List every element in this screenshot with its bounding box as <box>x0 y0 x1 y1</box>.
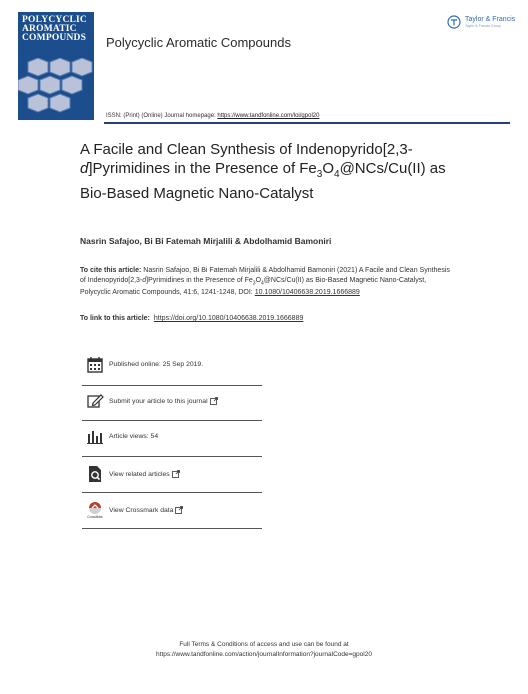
title-italic: d <box>80 160 89 177</box>
external-link-icon <box>210 397 218 405</box>
pencil-edit-icon <box>86 392 104 410</box>
header-divider <box>104 122 510 124</box>
citation-doi-link[interactable]: 10.1080/10406638.2019.1666889 <box>254 289 360 297</box>
row-divider <box>82 385 262 386</box>
link-label: To link to this article: <box>80 315 150 322</box>
citation-italic: d <box>142 277 147 284</box>
citation-sub-1: 3 <box>252 280 256 287</box>
external-link-icon <box>172 470 180 478</box>
submit-label: Submit your article to this journal <box>109 397 208 405</box>
external-link-icon <box>175 506 183 514</box>
title-oxygen: O <box>322 160 335 177</box>
crossmark-icon <box>86 501 104 519</box>
submit-article-link[interactable] <box>109 397 218 405</box>
related-articles-icon <box>86 465 104 483</box>
published-date: Published online: 25 Sep 2019. <box>109 361 204 368</box>
journal-cover <box>18 12 94 120</box>
row-divider <box>82 528 262 529</box>
hexagon-pattern-icon <box>18 58 94 120</box>
related-articles-link[interactable] <box>109 470 180 478</box>
publisher-name: Taylor & Francis <box>465 16 516 23</box>
author-list: Nasrin Safajoo, Bi Bi Fatemah Mirjalili & Abdolhamid Bamoniri <box>80 236 332 246</box>
crossmark-link[interactable] <box>109 506 183 514</box>
citation-text-a: Nasrin Safajoo, Bi Bi Fatemah Mirjalili & Abdolhamid Bamoniri (2021) A Facile and Clean Synthesis of Indenopyrido[2,3- <box>80 267 450 284</box>
article-views: Article views: 54 <box>109 433 159 440</box>
citation-block <box>80 266 450 298</box>
article-title <box>80 140 460 203</box>
footer-terms-link[interactable]: https://www.tandfonline.com/action/journalInformation?journalCode=gpol20 <box>156 651 372 658</box>
row-divider <box>82 456 262 457</box>
cover-title-line-2: AROMATIC <box>22 24 77 34</box>
row-divider <box>82 492 262 493</box>
cover-subtitle-decoration <box>22 48 90 54</box>
crossmark-label: View Crossmark data <box>109 506 174 514</box>
citation-label: To cite this article: <box>80 267 142 274</box>
publisher-emblem-icon <box>447 15 461 29</box>
link-to-article <box>80 315 303 322</box>
citation-oxygen: O <box>255 277 262 284</box>
homepage-link[interactable]: https://www.tandfonline.com/loi/gpol20 <box>217 113 320 119</box>
bar-chart-icon <box>86 428 104 446</box>
citation-sub-2: 4 <box>261 280 264 287</box>
cover-title <box>22 16 92 43</box>
publisher-logo <box>447 14 517 34</box>
title-part-2: ]Pyrimidines in the Presence of Fe <box>88 160 317 177</box>
journal-title: Polycyclic Aromatic Compounds <box>106 35 291 50</box>
crossmark-badge-text: CrossMark <box>87 515 103 519</box>
citation-text-c: @NCs/Cu(II) as Bio-Based Magnetic Nano-Catalyst, Polycyclic Aromatic Compounds, 41:6, 1241-1248, DOI: <box>80 277 427 297</box>
cover-title-line-3: COMPOUNDS <box>22 33 87 43</box>
row-divider <box>82 420 262 421</box>
related-label: View related articles <box>109 470 170 478</box>
publisher-tagline: Taylor & Francis Group <box>465 24 501 28</box>
footer-terms-text: Full Terms & Conditions of access and use can be found at <box>179 641 349 648</box>
title-sub-1: 3 <box>316 169 323 180</box>
issn-text: ISSN: (Print) (Online) Journal homepage: <box>106 113 216 119</box>
cover-title-line-1: POLYCYCLIC <box>22 15 87 25</box>
citation-text-b: ]Pyrimidines in the Presence of Fe <box>146 277 253 284</box>
calendar-icon <box>86 356 104 374</box>
title-sub-2: 4 <box>334 169 340 180</box>
issn-line <box>106 113 319 119</box>
title-part-3: @NCs/Cu(II) as Bio-Based Magnetic Nano-Catalyst <box>80 160 446 202</box>
title-part-1: A Facile and Clean Synthesis of Indenopyrido[2,3- <box>80 141 413 158</box>
article-doi-link[interactable]: https://doi.org/10.1080/10406638.2019.1666889 <box>153 315 304 322</box>
